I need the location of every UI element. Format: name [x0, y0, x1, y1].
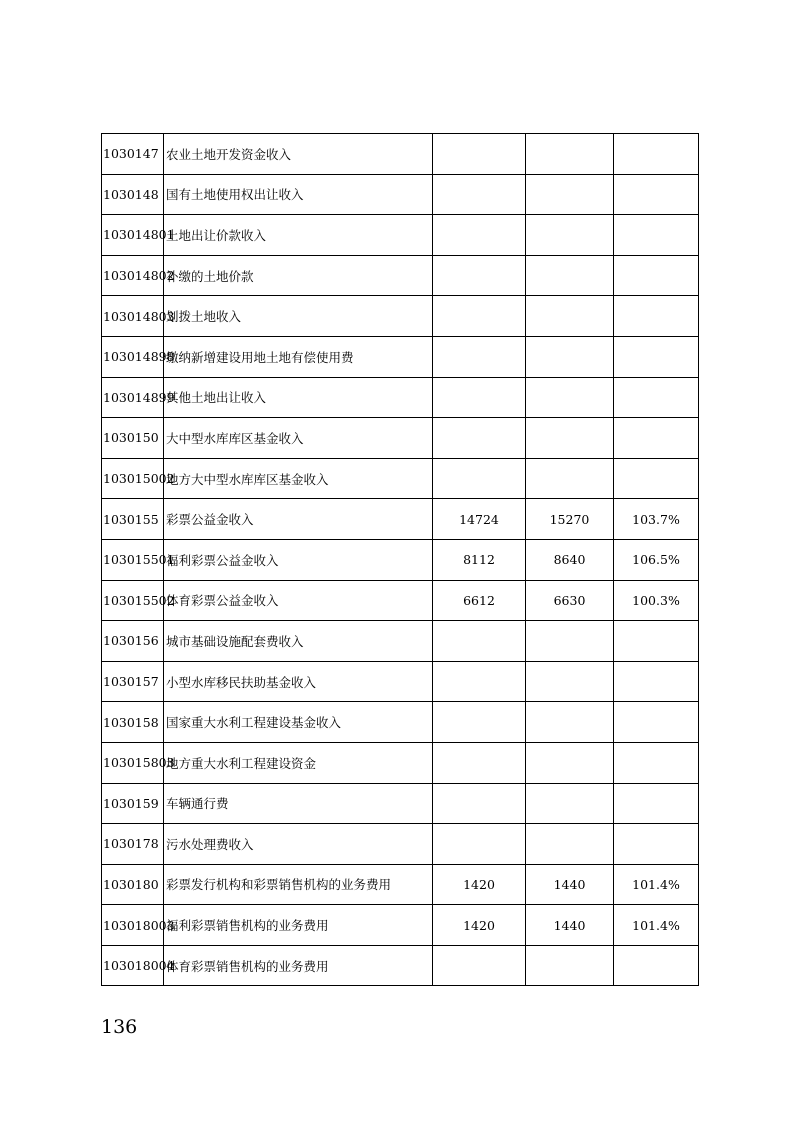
ratio-cell: [614, 702, 699, 743]
code-cell: 1030159: [102, 783, 164, 824]
value-cell: [526, 783, 614, 824]
code-cell: 103014899: [102, 377, 164, 418]
value-cell: [433, 174, 526, 215]
ratio-cell: [614, 134, 699, 175]
table-row: [102, 174, 699, 215]
ratio-cell: 103.7%: [614, 499, 699, 540]
code-cell: 103014803: [102, 296, 164, 337]
value-cell: 15270: [526, 499, 614, 540]
ratio-cell: 106.5%: [614, 539, 699, 580]
value-cell: [526, 296, 614, 337]
name-cell: 体育彩票销售机构的业务费用: [164, 945, 433, 986]
value-cell: [526, 621, 614, 662]
value-cell: 6630: [526, 580, 614, 621]
ratio-cell: [614, 255, 699, 296]
ratio-cell: [614, 458, 699, 499]
table-row: [102, 783, 699, 824]
ratio-cell: [614, 824, 699, 865]
value-cell: [433, 215, 526, 256]
ratio-cell: 100.3%: [614, 580, 699, 621]
table-row: [102, 134, 699, 175]
table-row: [102, 742, 699, 783]
value-cell: [526, 377, 614, 418]
table-row: [102, 864, 699, 905]
value-cell: [526, 702, 614, 743]
table-row: [102, 499, 699, 540]
code-cell: 103014801: [102, 215, 164, 256]
table-row: [102, 661, 699, 702]
code-cell: 1030180: [102, 864, 164, 905]
value-cell: [526, 418, 614, 459]
table-row: [102, 539, 699, 580]
value-cell: [433, 418, 526, 459]
table-row: [102, 215, 699, 256]
value-cell: 1420: [433, 905, 526, 946]
ratio-cell: [614, 215, 699, 256]
value-cell: [433, 621, 526, 662]
table-row: [102, 377, 699, 418]
value-cell: 1440: [526, 905, 614, 946]
table-row: [102, 621, 699, 662]
value-cell: [433, 702, 526, 743]
code-cell: 103015501: [102, 539, 164, 580]
value-cell: 8640: [526, 539, 614, 580]
page-number: 136: [101, 1016, 138, 1038]
ratio-cell: [614, 783, 699, 824]
code-cell: 103018004: [102, 945, 164, 986]
table-row: [102, 905, 699, 946]
name-cell: 国有土地使用权出让收入: [164, 174, 433, 215]
code-cell: 103014802: [102, 255, 164, 296]
name-cell: 车辆通行费: [164, 783, 433, 824]
code-cell: 1030147: [102, 134, 164, 175]
table-row: [102, 418, 699, 459]
value-cell: 6612: [433, 580, 526, 621]
value-cell: [433, 296, 526, 337]
value-cell: [433, 661, 526, 702]
ratio-cell: [614, 945, 699, 986]
value-cell: [526, 174, 614, 215]
value-cell: [433, 377, 526, 418]
name-cell: 农业土地开发资金收入: [164, 134, 433, 175]
value-cell: [433, 945, 526, 986]
name-cell: 补缴的土地价款: [164, 255, 433, 296]
code-cell: 1030157: [102, 661, 164, 702]
table-row: [102, 702, 699, 743]
code-cell: 103015502: [102, 580, 164, 621]
name-cell: 国家重大水利工程建设基金收入: [164, 702, 433, 743]
value-cell: [526, 661, 614, 702]
name-cell: 缴纳新增建设用地土地有偿使用费: [164, 336, 433, 377]
ratio-cell: [614, 174, 699, 215]
ratio-cell: [614, 661, 699, 702]
value-cell: [526, 336, 614, 377]
ratio-cell: [614, 377, 699, 418]
table-row: [102, 296, 699, 337]
name-cell: 彩票发行机构和彩票销售机构的业务费用: [164, 864, 433, 905]
name-cell: 大中型水库库区基金收入: [164, 418, 433, 459]
name-cell: 地方重大水利工程建设资金: [164, 742, 433, 783]
table-row: [102, 458, 699, 499]
name-cell: 彩票公益金收入: [164, 499, 433, 540]
code-cell: 103015803: [102, 742, 164, 783]
code-cell: 103015002: [102, 458, 164, 499]
value-cell: [526, 945, 614, 986]
table-body: [102, 134, 699, 986]
value-cell: [526, 742, 614, 783]
ratio-cell: [614, 418, 699, 459]
name-cell: 污水处理费收入: [164, 824, 433, 865]
table-row: [102, 824, 699, 865]
ratio-cell: [614, 742, 699, 783]
value-cell: [433, 742, 526, 783]
name-cell: 体育彩票公益金收入: [164, 580, 433, 621]
table-row: [102, 336, 699, 377]
code-cell: 1030150: [102, 418, 164, 459]
ratio-cell: [614, 336, 699, 377]
value-cell: 1420: [433, 864, 526, 905]
code-cell: 1030155: [102, 499, 164, 540]
name-cell: 福利彩票销售机构的业务费用: [164, 905, 433, 946]
value-cell: [433, 255, 526, 296]
value-cell: [433, 783, 526, 824]
name-cell: 小型水库移民扶助基金收入: [164, 661, 433, 702]
table-row: [102, 580, 699, 621]
table-row: [102, 255, 699, 296]
ratio-cell: [614, 621, 699, 662]
budget-table: [101, 133, 699, 986]
ratio-cell: [614, 296, 699, 337]
value-cell: [433, 134, 526, 175]
table-row: [102, 945, 699, 986]
value-cell: 14724: [433, 499, 526, 540]
value-cell: 1440: [526, 864, 614, 905]
value-cell: 8112: [433, 539, 526, 580]
code-cell: 1030158: [102, 702, 164, 743]
name-cell: 地方大中型水库库区基金收入: [164, 458, 433, 499]
value-cell: [433, 336, 526, 377]
name-cell: 城市基础设施配套费收入: [164, 621, 433, 662]
value-cell: [433, 824, 526, 865]
code-cell: 1030156: [102, 621, 164, 662]
code-cell: 1030148: [102, 174, 164, 215]
name-cell: 土地出让价款收入: [164, 215, 433, 256]
code-cell: 103014898: [102, 336, 164, 377]
value-cell: [526, 134, 614, 175]
name-cell: 划拨土地收入: [164, 296, 433, 337]
code-cell: 103018003: [102, 905, 164, 946]
value-cell: [526, 215, 614, 256]
name-cell: 其他土地出让收入: [164, 377, 433, 418]
ratio-cell: 101.4%: [614, 905, 699, 946]
value-cell: [526, 458, 614, 499]
code-cell: 1030178: [102, 824, 164, 865]
ratio-cell: 101.4%: [614, 864, 699, 905]
name-cell: 福利彩票公益金收入: [164, 539, 433, 580]
value-cell: [526, 824, 614, 865]
value-cell: [433, 458, 526, 499]
value-cell: [526, 255, 614, 296]
